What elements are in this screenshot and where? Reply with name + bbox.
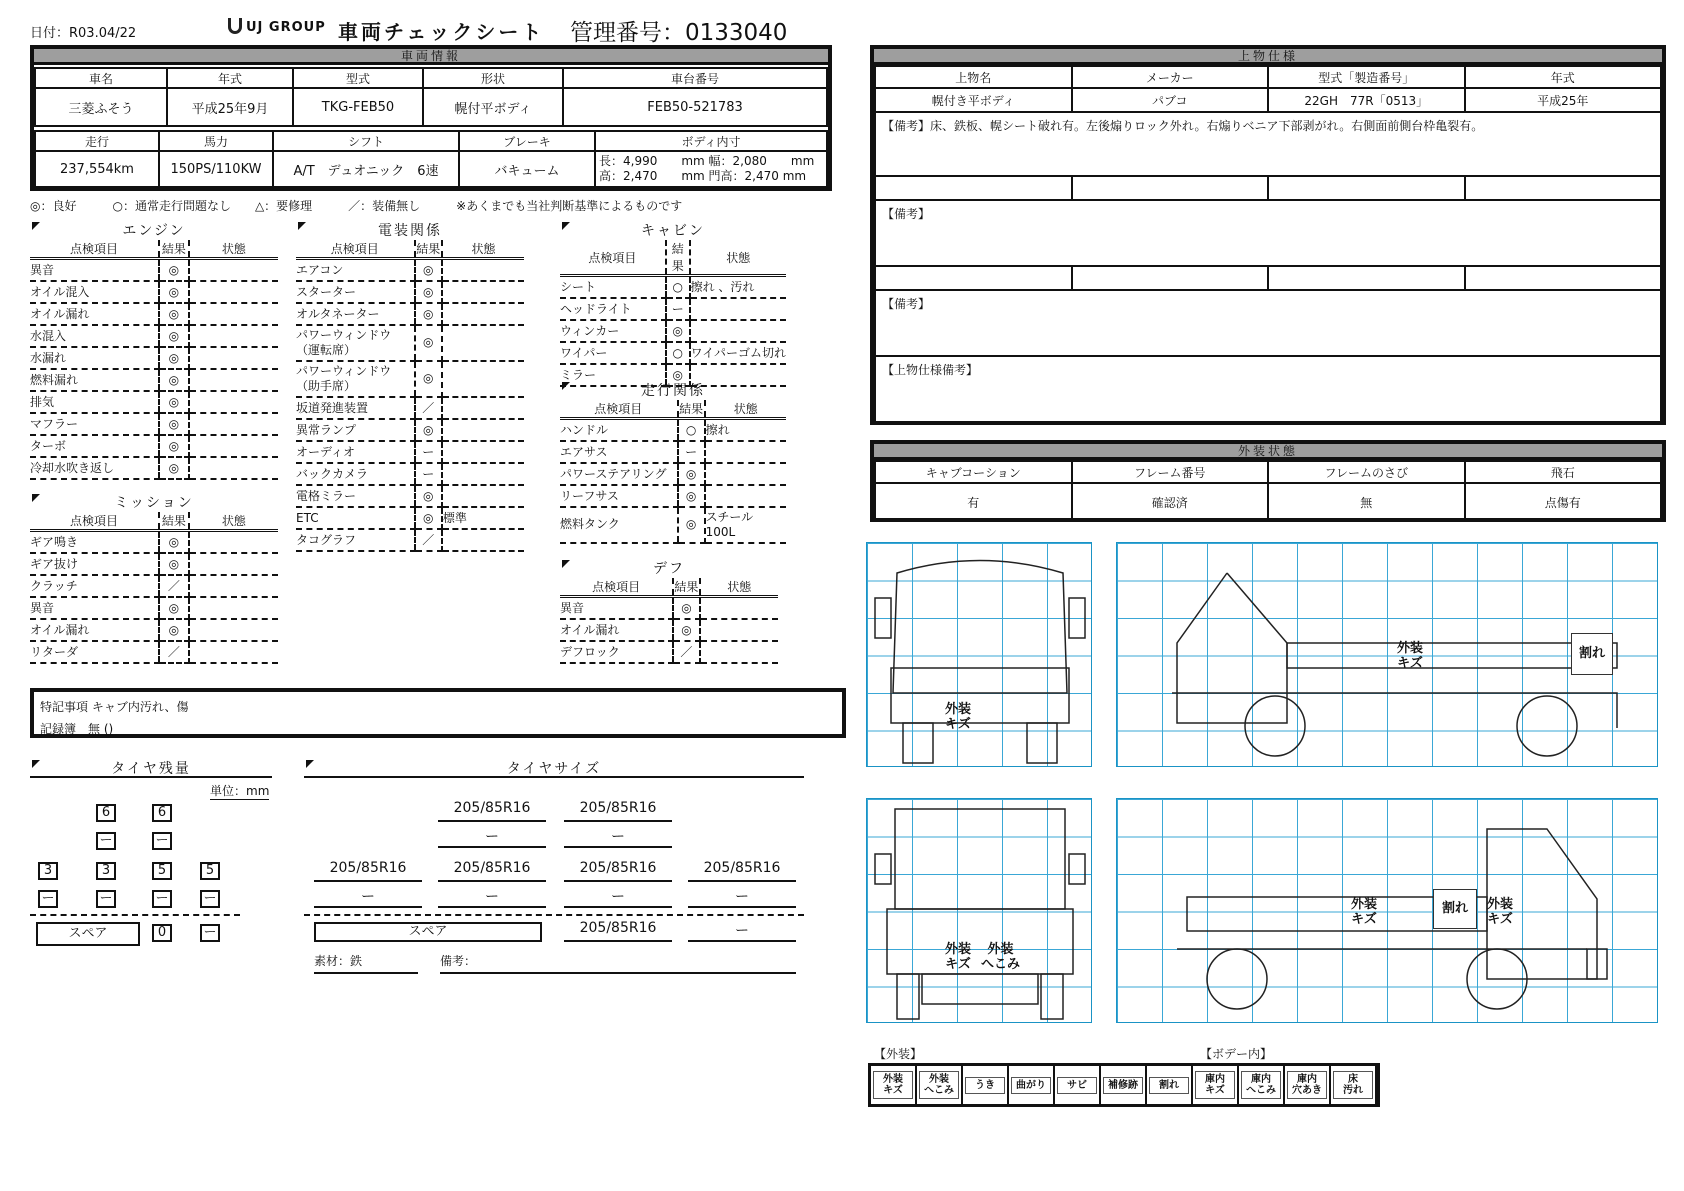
tire-remain-r4: 5 bbox=[200, 862, 220, 880]
table-row: オルタネーター ◎ bbox=[296, 303, 524, 325]
tire-unit: 単位：mm bbox=[210, 784, 270, 798]
tire-remain-fl2: ー bbox=[96, 832, 116, 850]
table-row: パワーウィンドウ （助手席） ◎ bbox=[296, 361, 524, 397]
table-row: 燃料漏れ ◎ bbox=[30, 369, 278, 391]
check-table: 点検項目 結果 状態 ギア鳴き ◎ ギア抜け ◎ クラッチ ／ 異音 ◎ オイル漏れ ◎ リターダ ／ bbox=[30, 512, 278, 664]
vehicle-info bbox=[30, 45, 832, 191]
damage-key-6: 割れ bbox=[1147, 1066, 1193, 1104]
table-row: 異音 ◎ bbox=[30, 259, 278, 281]
rear-damage-b: 外装 へこみ bbox=[981, 942, 1021, 972]
table-row: オイル漏れ ◎ bbox=[30, 619, 278, 641]
management-number: 管理番号：0133040 bbox=[570, 20, 788, 46]
truck-side-diagram-1 bbox=[1116, 542, 1658, 767]
truck-rear-diagram bbox=[866, 798, 1092, 1023]
section-title: キャビン bbox=[641, 223, 705, 239]
truck-side-diagram-2 bbox=[1116, 798, 1658, 1023]
tire-remain-spare: 0 bbox=[152, 924, 172, 942]
rear-damage-a: 外装 キズ bbox=[945, 942, 972, 972]
table-row: パワーステアリング ◎ bbox=[560, 463, 786, 485]
tire-remain-r2b: ー bbox=[96, 890, 116, 908]
tire-size-r4b: ー bbox=[688, 886, 796, 908]
tire-size-spare: 205/85R16 bbox=[564, 920, 672, 942]
table-row: ギア抜け ◎ bbox=[30, 553, 278, 575]
table-row: ETC ◎ 標準 bbox=[296, 507, 524, 529]
tire-size-section: タイヤサイズ bbox=[304, 758, 804, 778]
tire-size-r3: 205/85R16 bbox=[564, 860, 672, 882]
date: 日付：R03.04/22 bbox=[30, 26, 137, 41]
tire-size-fr: 205/85R16 bbox=[564, 800, 672, 822]
body-remark-2: 【備考】 bbox=[875, 200, 1661, 266]
body-remark-3: 【備考】 bbox=[875, 290, 1661, 356]
table-row: オイル漏れ ◎ bbox=[560, 619, 778, 641]
exterior-state bbox=[870, 440, 1666, 522]
truck-rear-icon bbox=[867, 799, 1093, 1024]
table-row: ウィンカー ◎ bbox=[560, 320, 786, 342]
notes-line-1: 特記事項 キャブ内汚れ、傷 bbox=[40, 700, 189, 714]
table-row: ワイパー ○ ワイパーゴム切れ bbox=[560, 342, 786, 364]
tire-remain-fr2: ー bbox=[152, 832, 172, 850]
table-row: エアコン ◎ bbox=[296, 259, 524, 281]
check-table: 点検項目 結果 状態 異音 ◎ オイル混入 ◎ オイル漏れ ◎ 水混入 ◎ 水漏れ ◎ 燃料漏れ ◎ 排気 ◎ マフラー ◎ ターボ ◎ 冷却水吹き返し ◎ bbox=[30, 240, 278, 480]
tire-remain-r3: 5 bbox=[152, 862, 172, 880]
tire-size-r1: 205/85R16 bbox=[314, 860, 422, 882]
damage-key-legend bbox=[868, 1063, 1380, 1107]
table-row: 異音 ◎ bbox=[30, 597, 278, 619]
table-row: マフラー ◎ bbox=[30, 413, 278, 435]
table-row: エアサス ー bbox=[560, 441, 786, 463]
table-row: パワーウィンドウ （運転席） ◎ bbox=[296, 325, 524, 361]
electric-section bbox=[296, 220, 524, 552]
tire-remain-r1: 3 bbox=[38, 862, 58, 880]
side2-damage-b: 割れ bbox=[1433, 889, 1477, 929]
vehicle-table-1: 車名 年式 型式 形状 車台番号 三菱ふそう 平成25年9月 TKG-FEB50 幌付平ボディ FEB50-521783 bbox=[34, 67, 828, 127]
tire-size-r2: 205/85R16 bbox=[438, 860, 546, 882]
section-title: ミッション bbox=[114, 495, 194, 511]
body-spec-table: 上物名 メーカー 型式「製造番号」 年式 幌付き平ボディ パブコ 22GH 77R「0513」 平成25年 【備考】床、鉄板、幌シート破れ有。左後煽りロック外れ。右煽りベニア下部剥がれ。右側面前側台枠亀裂有。 【備考】 【備考】 【上物仕様備考】 bbox=[874, 65, 1662, 423]
tire-remain-r4b: ー bbox=[200, 890, 220, 908]
side2-damage-a: 外装 キズ bbox=[1351, 897, 1378, 927]
table-row: 冷却水吹き返し ◎ bbox=[30, 457, 278, 479]
check-table: 点検項目 結果 状態 ハンドル ○ 擦れ エアサス ー パワーステアリング ◎ リーフサス ◎ 燃料タンク ◎ スチール 100L bbox=[560, 400, 786, 544]
tire-remain-r3b: ー bbox=[152, 890, 172, 908]
check-table: 点検項目 結果 状態 シート ○ 擦れ 、汚れ ヘッドライト ー ウィンカー ◎ ワイパー ○ ワイパーゴム切れ ミラー ◎ bbox=[560, 240, 786, 387]
exterior-table: キャブコーション フレーム番号 フレームのさび 飛石 有 確認済 無 点傷有 bbox=[874, 460, 1662, 522]
page-title: 車両チェックシート bbox=[338, 20, 545, 44]
damage-key-4: サビ bbox=[1055, 1066, 1101, 1104]
table-row: 電格ミラー ◎ bbox=[296, 485, 524, 507]
table-row: 異常ランプ ◎ bbox=[296, 419, 524, 441]
tire-remain-spare-label: スペア bbox=[36, 922, 140, 946]
tire-remain-fr: 6 bbox=[152, 804, 172, 822]
tire-material: 素材：鉄 bbox=[314, 952, 418, 974]
tire-remain-r1b: ー bbox=[38, 890, 58, 908]
table-row: スターター ◎ bbox=[296, 281, 524, 303]
tire-size-r1b: ー bbox=[314, 886, 422, 908]
check-table: 点検項目 結果 状態 エアコン ◎ スターター ◎ オルタネーター ◎ パワーウィンドウ （運転席） ◎ パワーウィンドウ （助手席） ◎ 坂道発進装置 ／ 異常ランプ ◎ オーディオ ー バックカメラ ー 電格ミラー ◎ ETC ◎ 標準 タコグラフ ／ bbox=[296, 240, 524, 552]
tire-remain-r2: 3 bbox=[96, 862, 116, 880]
table-row: バックカメラ ー bbox=[296, 463, 524, 485]
diff-section bbox=[560, 558, 778, 664]
table-row: ギア鳴き ◎ bbox=[30, 531, 278, 553]
table-row: オーディオ ー bbox=[296, 441, 524, 463]
section-title: 電装関係 bbox=[378, 223, 442, 239]
body-remark-4: 【上物仕様備考】 bbox=[875, 356, 1661, 422]
legend-text: ◎：良好 ○：通常走行問題なし △：要修理 ／：装備無し ※あくまでも当社判断基準によるものです bbox=[30, 199, 683, 213]
special-notes bbox=[30, 688, 846, 738]
tire-size-r3b: ー bbox=[564, 886, 672, 908]
side2-damage-c: 外装 キズ bbox=[1487, 897, 1514, 927]
cabin-section bbox=[560, 220, 786, 387]
damage-key-9: 庫内 穴あき bbox=[1285, 1066, 1331, 1104]
damage-key-5: 補修跡 bbox=[1101, 1066, 1147, 1104]
table-row: ターボ ◎ bbox=[30, 435, 278, 457]
section-title: デフ bbox=[653, 561, 685, 577]
damage-key-3: 曲がり bbox=[1009, 1066, 1055, 1104]
table-row: 水混入 ◎ bbox=[30, 325, 278, 347]
damage-key-10: 床 汚れ bbox=[1331, 1066, 1377, 1104]
table-row: デフロック ／ bbox=[560, 641, 778, 663]
key-body-label: 【ボデー内】 bbox=[1200, 1047, 1273, 1061]
body-remark-1: 【備考】床、鉄板、幌シート破れ有。左後煽りロック外れ。右煽りベニア下部剥がれ。右側面前側台枠亀裂有。 bbox=[875, 112, 1661, 176]
table-row: リーフサス ◎ bbox=[560, 485, 786, 507]
tire-size-spare-label: スペア bbox=[314, 922, 542, 942]
side1-damage-a: 外装 キズ bbox=[1397, 641, 1424, 671]
notes-line-2: 記録簿 無 () bbox=[40, 722, 114, 736]
body-spec bbox=[870, 45, 1666, 425]
damage-key-1: 外装 へこみ bbox=[917, 1066, 963, 1104]
table-row: 燃料タンク ◎ スチール 100L bbox=[560, 507, 786, 543]
tire-remain-section: タイヤ残量 bbox=[30, 758, 272, 778]
mission-section bbox=[30, 492, 278, 664]
table-row: ハンドル ○ 擦れ bbox=[560, 419, 786, 441]
truck-front-diagram bbox=[866, 542, 1092, 767]
vehicle-info-bar: 車両情報 bbox=[34, 49, 828, 65]
damage-key-8: 庫内 へこみ bbox=[1239, 1066, 1285, 1104]
drive-section bbox=[560, 380, 786, 544]
section-title: エンジン bbox=[122, 223, 186, 239]
table-row: ミラー ◎ bbox=[560, 364, 786, 386]
engine-section bbox=[30, 220, 278, 480]
table-row: オイル混入 ◎ bbox=[30, 281, 278, 303]
tire-size-spare-2: ー bbox=[688, 920, 796, 942]
tire-remain-spare-2: ー bbox=[200, 924, 220, 942]
damage-key-0: 外装 キズ bbox=[871, 1066, 917, 1104]
table-row: 坂道発進装置 ／ bbox=[296, 397, 524, 419]
table-row: オイル漏れ ◎ bbox=[30, 303, 278, 325]
body-spec-bar: 上物仕様 bbox=[874, 49, 1662, 65]
logo-icon bbox=[228, 18, 242, 34]
table-row: シート ○ 擦れ 、汚れ bbox=[560, 276, 786, 298]
damage-key-7: 庫内 キズ bbox=[1193, 1066, 1239, 1104]
truck-side-icon-2 bbox=[1117, 799, 1659, 1024]
tire-remarks: 備考： bbox=[440, 952, 796, 974]
key-ext-label: 【外装】 bbox=[874, 1047, 923, 1061]
side1-damage-b: 割れ bbox=[1571, 633, 1613, 675]
tire-remain-fl: 6 bbox=[96, 804, 116, 822]
tire-size-r2b: ー bbox=[438, 886, 546, 908]
table-row: 水漏れ ◎ bbox=[30, 347, 278, 369]
table-row: 排気 ◎ bbox=[30, 391, 278, 413]
table-row: クラッチ ／ bbox=[30, 575, 278, 597]
tire-size-r4: 205/85R16 bbox=[688, 860, 796, 882]
tire-size-fr2: ー bbox=[564, 826, 672, 848]
table-row: 異音 ◎ bbox=[560, 597, 778, 619]
company-logo: UJ GROUP bbox=[228, 18, 326, 35]
tire-size-fl: 205/85R16 bbox=[438, 800, 546, 822]
vehicle-table-2: 走行 馬力 シフト ブレーキ ボディ内寸 237,554km 150PS/110KW A/T デュオニック 6速 バキューム 長：4,990 mm 幅：2,080 mm 高：2,470 mm 門高：2,470 mm bbox=[34, 130, 828, 188]
section-title: 走行関係 bbox=[641, 383, 705, 399]
table-row: ヘッドライト ー bbox=[560, 298, 786, 320]
front-damage-mark: 外装 キズ bbox=[945, 702, 972, 732]
damage-key-2: うき bbox=[963, 1066, 1009, 1104]
check-table: 点検項目 結果 状態 異音 ◎ オイル漏れ ◎ デフロック ／ bbox=[560, 578, 778, 664]
truck-front-icon bbox=[867, 543, 1093, 768]
tire-size-fl2: ー bbox=[438, 826, 546, 848]
exterior-bar: 外装状態 bbox=[874, 444, 1662, 460]
table-row: タコグラフ ／ bbox=[296, 529, 524, 551]
table-row: リターダ ／ bbox=[30, 641, 278, 663]
